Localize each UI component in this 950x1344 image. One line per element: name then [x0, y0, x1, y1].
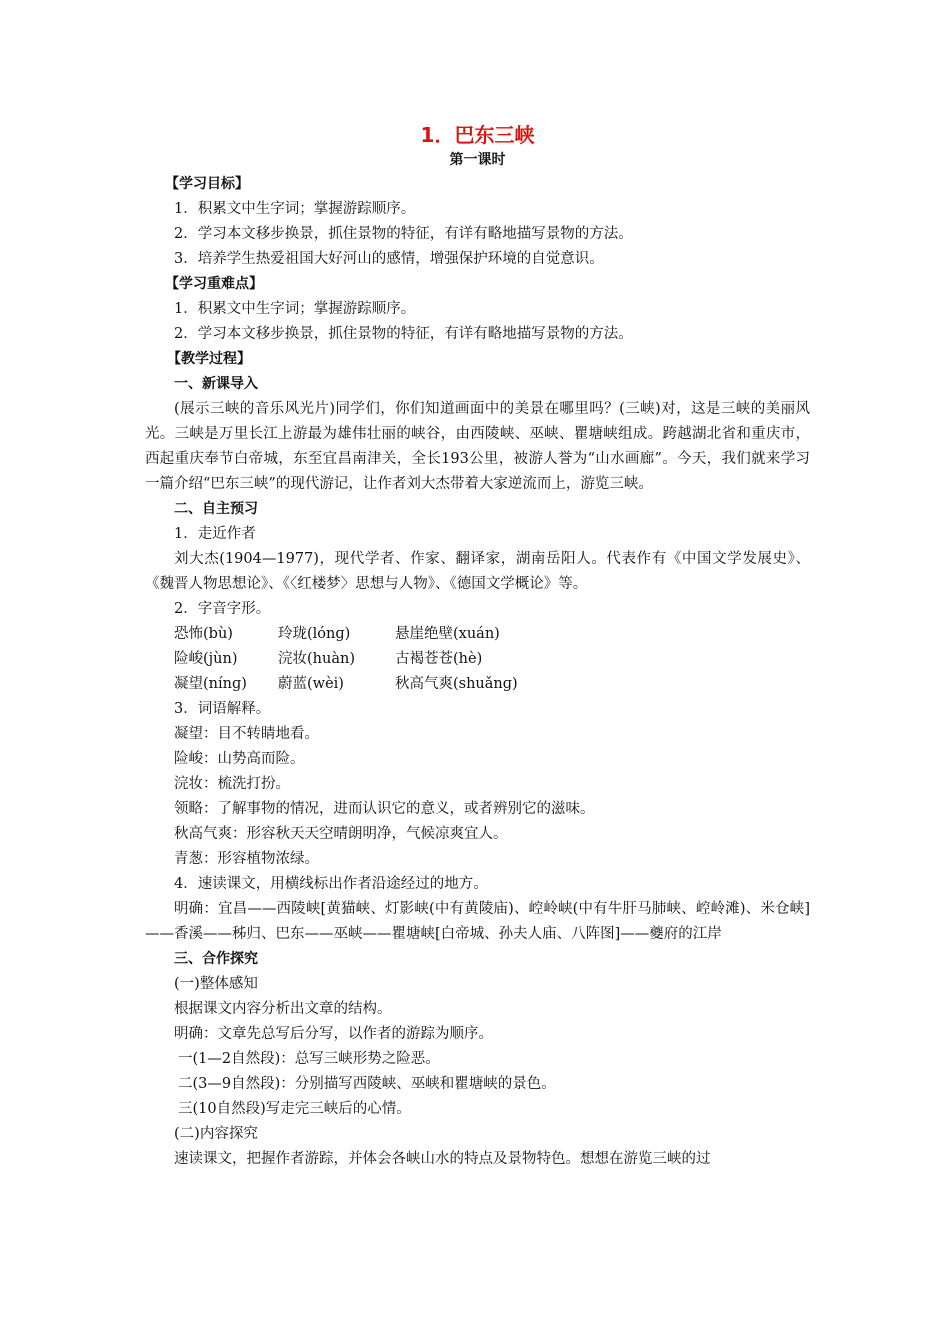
process-heading: 【教学过程】	[167, 351, 251, 367]
vocab-cell: 秋高气爽(shuǎnɡ)	[395, 676, 518, 692]
word-definition: 青葱：形容植物浓绿。	[174, 851, 319, 867]
word-definition: 凝望：目不转睛地看。	[174, 726, 319, 742]
vocab-cell: 凝望(nínɡ)	[174, 676, 247, 692]
goal-item: 1．积累文中生字词；掌握游踪顺序。	[174, 201, 416, 217]
key-points-heading: 【学习重难点】	[165, 276, 263, 292]
intro-paragraph: (展示三峡的音乐风光片)同学们，你们知道画面中的美景在哪里吗？(三峡)对，这是三峡的美丽风光。三峡是万里长江上游最为雄伟壮丽的峡谷，由西陵峡、巫峡、瞿塘峡组成。跨越湖北省和重庆市，西起重庆奉节白帝城，东至宜昌南津关，全长193公里，被游人誉为“山水画廊”。今天，我们就来学习一篇介绍“巴东三峡”的现代游记，让作者刘大杰带着大家逆流而上，游览三峡。	[145, 401, 810, 492]
words-heading: 3．词语解释。	[174, 701, 271, 717]
goal-item: 2．学习本文移步换景，抓住景物的特征，有详有略地描写景物的方法。	[174, 226, 633, 242]
vocab-row	[145, 672, 810, 697]
vocab-cell: 玲珑(lónɡ)	[278, 626, 351, 642]
word-definition: 浣妆：梳洗打扮。	[174, 776, 290, 792]
structure-item: 二(3—9自然段)：分别描写西陵峡、巫峡和瞿塘峡的景色。	[178, 1076, 556, 1092]
vocab-cell: 古褐苍苍(hè)	[395, 651, 483, 667]
vocab-cell: 险峻(jùn)	[174, 651, 238, 667]
section-heading-intro: 一、新课导入	[174, 376, 258, 392]
vocab-cell: 悬崖绝壁(xuán)	[395, 626, 500, 642]
subsection-overview: (一)整体感知	[174, 976, 258, 992]
route-paragraph: 明确：宜昌——西陵峡[黄猫峡、灯影峡(中有黄陵庙)、崆岭峡(中有牛肝马肺峡、崆岭滩)、米仓峡]——香溪——秭归、巴东——巫峡——瞿塘峡[白帝城、孙夫人庙、八阵图]——夔府的江岸	[145, 901, 810, 942]
subsection-content: (二)内容探究	[174, 1126, 258, 1142]
read-heading: 4．速读课文，用横线标出作者沿途经过的地方。	[174, 876, 488, 892]
section-heading-explore: 三、合作探究	[174, 951, 258, 967]
lesson-subtitle: 第一课时	[449, 152, 506, 168]
learning-goals-heading: 【学习目标】	[165, 176, 249, 192]
goal-item: 3．培养学生热爱祖国大好河山的感情，增强保护环境的自觉意识。	[174, 251, 604, 267]
section-heading-preview: 二、自主预习	[174, 501, 258, 517]
document-page	[145, 120, 810, 1172]
word-definition: 险峻：山势高而险。	[174, 751, 305, 767]
vocab-heading: 2．字音字形。	[174, 601, 271, 617]
vocab-cell: 浣妆(huàn)	[278, 651, 355, 667]
vocab-cell: 蔚蓝(wèi)	[278, 676, 344, 692]
task-text: 根据课文内容分析出文章的结构。	[174, 1001, 392, 1017]
key-point-item: 1．积累文中生字词；掌握游踪顺序。	[174, 301, 416, 317]
structure-item: 一(1—2自然段)：总写三峡形势之险恶。	[178, 1051, 440, 1067]
author-paragraph: 刘大杰(1904—1977)，现代学者、作家、翻译家，湖南岳阳人。代表作有《中国文学发展史》、《魏晋人物思想论》、《〈红楼梦〉思想与人物》、《德国文学概论》等。	[145, 551, 810, 592]
author-heading: 1．走近作者	[174, 526, 256, 542]
task-text: 速读课文，把握作者游踪，并体会各峡山水的特点及景物特色。想想在游览三峡的过	[174, 1151, 711, 1167]
answer-text: 明确：文章先总写后分写，以作者的游踪为顺序。	[174, 1026, 493, 1042]
vocab-row	[145, 622, 810, 647]
structure-item: 三(10自然段)写走完三峡后的心情。	[178, 1101, 411, 1117]
word-definition: 领略：了解事物的情况，进而认识它的意义，或者辨别它的滋味。	[174, 801, 595, 817]
lesson-title: 1．巴东三峡	[420, 123, 535, 147]
key-point-item: 2．学习本文移步换景，抓住景物的特征，有详有略地描写景物的方法。	[174, 326, 633, 342]
word-definition: 秋高气爽：形容秋天天空晴朗明净，气候凉爽宜人。	[174, 826, 508, 842]
vocab-cell: 恐怖(bù)	[174, 626, 233, 642]
vocab-row	[145, 647, 810, 672]
